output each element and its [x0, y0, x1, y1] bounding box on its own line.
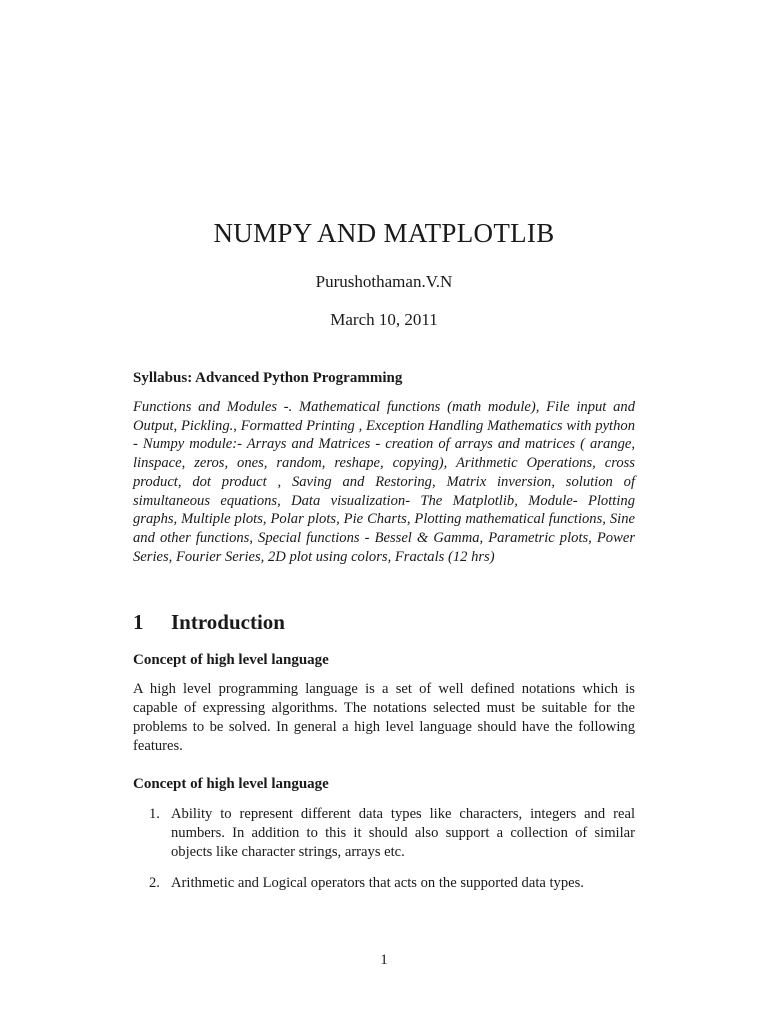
- list-item-text: Ability to represent different data types like characters, integers and real numbers. In addition to this it should also support a collection of similar objects like character strings, arrays etc.: [171, 806, 635, 860]
- list-item-text: Arithmetic and Logical operators that acts on the supported data types.: [171, 875, 584, 891]
- section-number: 1: [133, 610, 144, 634]
- syllabus-heading: Syllabus: Advanced Python Programming: [133, 370, 403, 386]
- feature-list: [133, 805, 635, 905]
- subsection-paragraph: A high level programming language is a set of well defined notations which is capable of expressing algorithms. The notations selected must be suitable for the problems to be solved. In general a high level language should have the following features.: [133, 681, 635, 754]
- subsection-heading-2: Concept of high level language: [133, 776, 329, 792]
- list-item-marker: 1.: [149, 806, 160, 822]
- list-item: [133, 805, 635, 862]
- syllabus-body: Functions and Modules -. Mathematical functions (math module), File input and Output, Pickling., Formatted Printing , Exception Handling Mathematics with python - Numpy module:- Arrays and Matrices - creation of arrays and matrices ( arange, linspace, zeros, ones, random, reshape, copying), Arithmetic Operations, cross product, dot product , Saving and Restoring, Matrix inversion, solution of simultaneous equations, Data visualization- The Matplotlib, Module- Plotting graphs, Multiple plots, Polar plots, Pie Charts, Plotting mathematical functions, Sine and other functions, Special functions - Bessel & Gamma, Parametric plots, Power Series, Fourier Series, 2D plot using colors, Fractals (12 hrs): [133, 399, 635, 565]
- list-item: [133, 874, 635, 893]
- section-title: Introduction: [171, 610, 285, 634]
- document-date: March 10, 2011: [330, 310, 438, 329]
- document-title: NUMPY AND MATPLOTLIB: [213, 218, 555, 248]
- list-item-marker: 2.: [149, 875, 160, 891]
- document-author: Purushothaman.V.N: [315, 272, 453, 291]
- subsection-heading-1: Concept of high level language: [133, 652, 329, 668]
- section-heading: [133, 610, 285, 635]
- page-number: 1: [380, 952, 388, 968]
